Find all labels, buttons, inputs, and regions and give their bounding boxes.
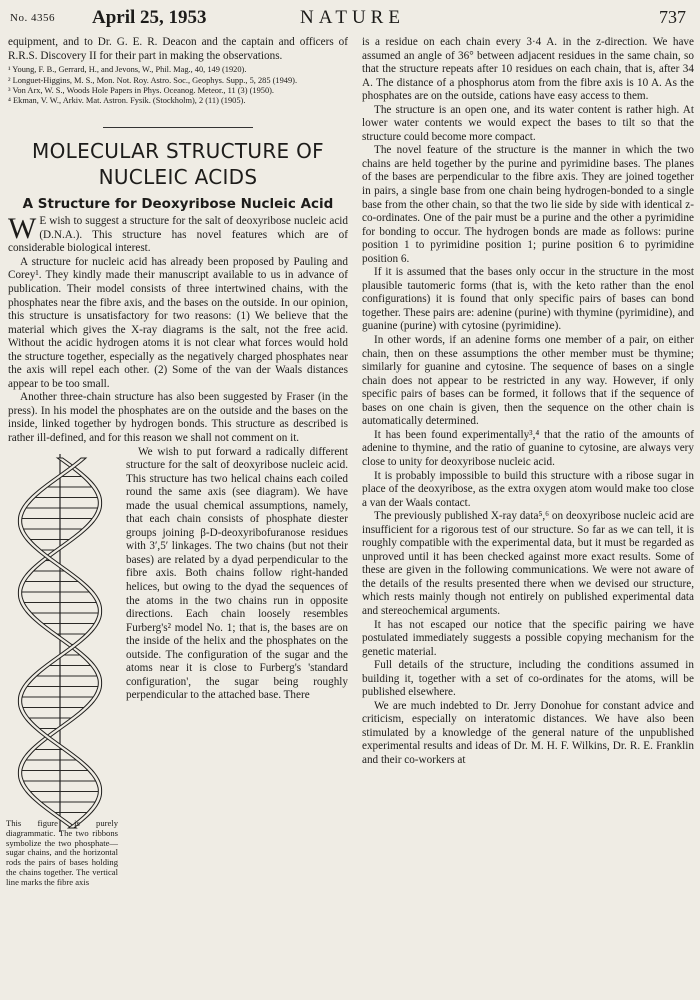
page-number: 737 (659, 7, 686, 27)
issue-date: April 25, 1953 (92, 7, 207, 28)
body-paragraph: It has not escaped our notice that the specific pairing we have postulated immediately suggests a possible copying mechanism for the genetic material. (362, 618, 694, 658)
right-column (362, 36, 694, 768)
body-paragraph: We wish to put forward a radically different structure for the salt of deoxyribose nucleic acid. This structure has two helical chains each coiled round the same axis (see diagram). We have made the usual chemical assumptions, namely, that each chain consists of phosphate diester groups joining β-D-deoxyribofuranose residues with 3′,5′ linkages. The two chains (but not their bases) are related by a dyad perpendicular to the fibre axis. Both chains follow right-handed helices, but owing to the dyad the sequences of the atoms in the two chains run in opposite directions. Each chain loosely resembles Furberg's² model No. 1; that is, the bases are on the inside of the helix and the phosphates on the outside. The configuration of the sugar and the atoms near it is close to Furberg's 'standard configuration', the sugar being roughly perpendicular to the attached base. There (126, 445, 348, 702)
opening-paragraph (8, 212, 348, 256)
drop-cap: W (8, 212, 37, 246)
reference-list (8, 65, 348, 107)
body-paragraph: The novel feature of the structure is the manner in which the two chains are held together by the purine and pyrimidine bases. The planes of the bases are perpendicular to the fibre axis. They are joined together in pairs, a single base from one chain being hydrogen-bonded to a single base from the other chain, so that the two lie side by side with identical z-co-ordinates. One of the pair must be a purine and the other a pyrimidine for bonding to occur. The hydrogen bonds are made as follows: purine position 1 to pyrimidine position 1; purine position 6 to pyrimidine position 6. (362, 144, 694, 265)
body-paragraph: A structure for nucleic acid has already been proposed by Pauling and Corey¹. They kindly made their manuscript available to us in advance of publication. Their model consists of three intertwined chains, with the phosphates near the fibre axis, and the bases on the outside. In our opinion, this structure is unsatisfactory for two reasons: (1) We believe that the material which gives the X-ray diagrams is the salt, not the free acid. Without the acidic hydrogen atoms it is not clear what forces would hold the structure together, especially as the negatively charged phosphates near the axis will repel each other. (2) Some of the van der Waals distances appear to be too small. (8, 255, 348, 390)
section-divider (103, 127, 253, 128)
body-paragraph: Full details of the structure, including the conditions assumed in building it, together with a set of co-ordinates for the atoms, will be published elsewhere. (362, 659, 694, 699)
reference-item: ⁴ Ekman, V. W., Arkiv. Mat. Astron. Fysik. (Stockholm), 2 (11) (1905). (8, 96, 246, 106)
article-subtitle: A Structure for Deoxyribose Nucleic Acid (22, 195, 334, 212)
body-paragraph: It is probably impossible to build this structure with a ribose sugar in place of the deoxyribose, as the extra oxygen atom would make too close a van der Waals contact. (362, 469, 694, 509)
body-paragraph: We are much indebted to Dr. Jerry Donohue for constant advice and criticism, especially on interatomic distances. We have also been stimulated by a knowledge of the general nature of the unpublished experimental results and ideas of Dr. M. H. F. Wilkins, Dr. R. E. Franklin and their co-workers at (362, 699, 694, 766)
issue-number: No. 4356 (10, 12, 55, 24)
body-paragraph: In other words, if an adenine forms one member of a pair, on either chain, then on these assumptions the other member must be thymine; similarly for guanine and cytosine. The sequence of bases on a single chain does not appear to be restricted in any way. However, if only specific pairs of bases can be formed, it follows that if the sequence of bases on one chain is given, then the sequence on the other chain is automatically determined. (362, 334, 694, 428)
preceding-article-ending: equipment, and to Dr. G. E. R. Deacon and the captain and officers of R.R.S. Discovery II for their part in making the observations. (8, 36, 348, 62)
page-header (10, 8, 686, 30)
double-helix-figure (6, 452, 118, 888)
article-title-line: NUCLEIC ACIDS (98, 164, 258, 189)
reference-item: ¹ Young, F. B., Gerrard, H., and Jevons, W., Phil. Mag., 40, 149 (1920). (8, 65, 247, 75)
body-paragraph: The structure is an open one, and its water content is rather high. At lower water contents we would expect the bases to tilt so that the structure could become more compact. (362, 103, 694, 143)
body-paragraph: The previously published X-ray data⁵,⁶ on deoxyribose nucleic acid are insufficient for a rigorous test of our structure. So far as we can tell, it is roughly compatible with the experimental data, but it must be regarded as unproved until it has been checked against more exact results. Some of these are given in the following communications. We were not aware of the details of the results presented there when we devised our structure, which rests mainly though not entirely on published experimental data and stereochemical arguments. (362, 510, 694, 617)
opening-paragraph-text: E wish to suggest a structure for the salt of deoxyribose nucleic acid (D.N.A.). This structure has novel features which are of considerable biological interest. (8, 215, 348, 255)
reference-item: ² Longuet-Higgins, M. S., Mon. Not. Roy. Astro. Soc., Geophys. Supp., 5, 285 (1949). (8, 75, 298, 85)
figure-caption: This figure is purely diagrammatic. The two ribbons symbolize the two phosphate—sugar chains, and the horizontal rods the pairs of bases holding the chains together. The vertical line marks the fibre axis (6, 817, 118, 887)
body-paragraph: Another three-chain structure has also been suggested by Fraser (in the press). In his model the phosphates are on the outside and the bases on the inside, linked together by hydrogen bonds. This structure as described is rather ill-defined, and for this reason we shall not comment on it. (8, 391, 348, 445)
article-title-line: MOLECULAR STRUCTURE OF (32, 138, 324, 163)
journal-masthead: NATURE (300, 7, 405, 28)
reference-item: ³ Von Arx, W. S., Woods Hole Papers in Phys. Oceanog. Meteor., 11 (3) (1950). (8, 85, 275, 95)
body-paragraph: is a residue on each chain every 3·4 A. in the z-direction. We have assumed an angle of 36° between adjacent residues in the same chain, so that the structure repeats after 10 residues on each chain, that is, after 34 A. The distance of a phosphorus atom from the fibre axis is 10 A. As the phosphates are on the outside, cations have easy access to them. (362, 36, 694, 103)
article-title (8, 138, 348, 190)
body-paragraph: It has been found experimentally³,⁴ that the ratio of the amounts of adenine to thymine, and the ratio of guanine to cytosine, are always very close to unity for deoxyribose nucleic acid. (362, 428, 694, 468)
left-column (8, 36, 348, 888)
body-paragraph: If it is assumed that the bases only occur in the structure in the most plausible tautomeric forms (that is, with the keto rather than the enol configurations) it is found that only specific pairs of bases can bond together. These pairs are: adenine (purine) with thymine (pyrimidine), and guanine (purine) with cytosine (pyrimidine). (362, 266, 694, 333)
